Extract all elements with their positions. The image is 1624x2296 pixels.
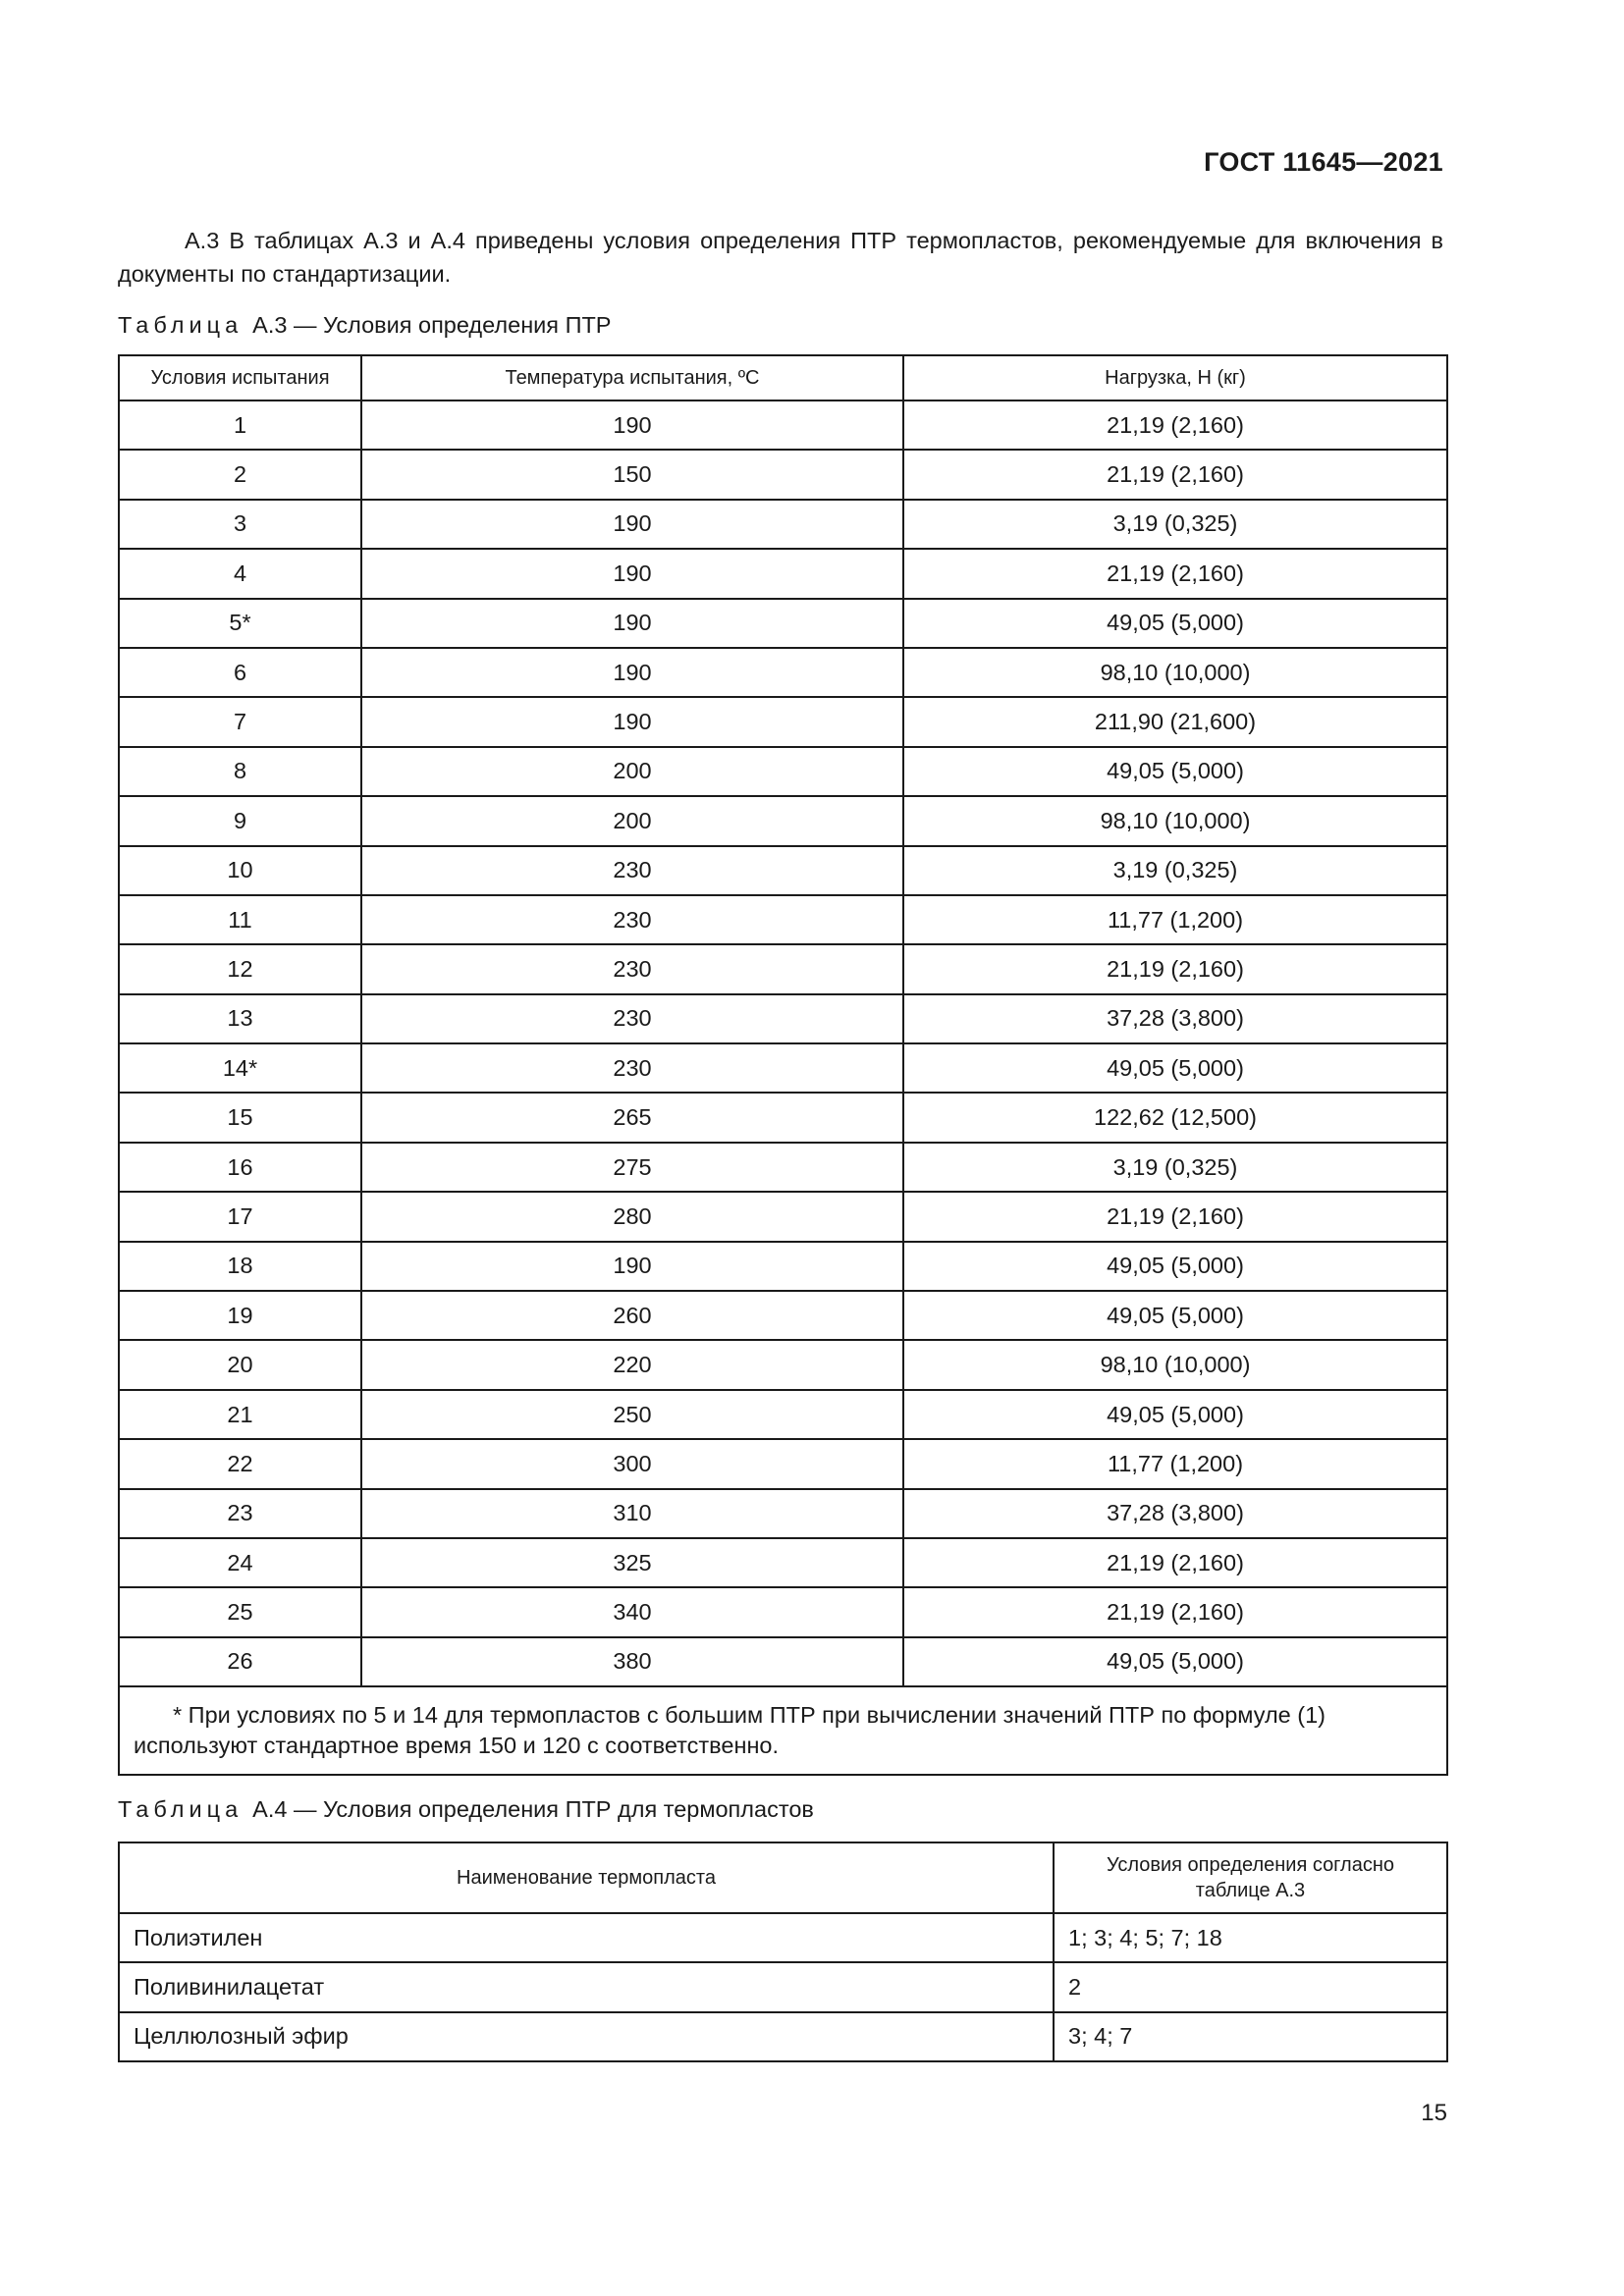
table-row xyxy=(119,1242,1447,1291)
table-row xyxy=(119,400,1447,450)
cell-load: 211,90 (21,600) xyxy=(903,697,1447,746)
table-row xyxy=(119,648,1447,697)
cell-load: 21,19 (2,160) xyxy=(903,1587,1447,1636)
table-a4-caption xyxy=(118,1796,814,1823)
cell-condition-number: 21 xyxy=(119,1390,361,1439)
table-row xyxy=(119,1390,1447,1439)
cell-temperature: 230 xyxy=(361,1043,903,1093)
cell-condition-number: 5* xyxy=(119,599,361,648)
cell-condition-number: 1 xyxy=(119,400,361,450)
cell-load: 21,19 (2,160) xyxy=(903,1192,1447,1241)
table-row xyxy=(119,697,1447,746)
cell-load: 49,05 (5,000) xyxy=(903,747,1447,796)
cell-temperature: 300 xyxy=(361,1439,903,1488)
cell-condition-number: 26 xyxy=(119,1637,361,1686)
cell-temperature: 230 xyxy=(361,895,903,944)
table-row xyxy=(119,450,1447,499)
table-row xyxy=(119,1538,1447,1587)
cell-load: 21,19 (2,160) xyxy=(903,944,1447,993)
table-a3-caption-word: Таблица xyxy=(118,312,244,338)
cell-condition-number: 11 xyxy=(119,895,361,944)
cell-conditions-ref: 1; 3; 4; 5; 7; 18 xyxy=(1054,1913,1447,1962)
cell-temperature: 200 xyxy=(361,796,903,845)
cell-load: 49,05 (5,000) xyxy=(903,1390,1447,1439)
cell-condition-number: 25 xyxy=(119,1587,361,1636)
cell-condition-number: 13 xyxy=(119,994,361,1043)
table-row xyxy=(119,747,1447,796)
page-number: 15 xyxy=(1421,2100,1447,2126)
table-row xyxy=(119,549,1447,598)
table-a4-body xyxy=(119,1913,1447,2061)
cell-load: 37,28 (3,800) xyxy=(903,994,1447,1043)
cell-condition-number: 2 xyxy=(119,450,361,499)
cell-condition-number: 7 xyxy=(119,697,361,746)
cell-temperature: 190 xyxy=(361,500,903,549)
cell-load: 3,19 (0,325) xyxy=(903,846,1447,895)
cell-condition-number: 15 xyxy=(119,1093,361,1142)
cell-temperature: 190 xyxy=(361,648,903,697)
cell-condition-number: 3 xyxy=(119,500,361,549)
cell-condition-number: 6 xyxy=(119,648,361,697)
table-a3-header-load: Нагрузка, Н (кг) xyxy=(903,355,1447,400)
intro-paragraph: А.3 В таблицах А.3 и А.4 приведены условия определения ПТР термопластов, рекомендуемые для включения в документы по стандартизации. xyxy=(118,228,1443,287)
cell-condition-number: 17 xyxy=(119,1192,361,1241)
cell-load: 11,77 (1,200) xyxy=(903,1439,1447,1488)
table-a4-caption-word: Таблица xyxy=(118,1796,244,1822)
table-a3-footnote xyxy=(119,1686,1447,1775)
cell-temperature: 190 xyxy=(361,1242,903,1291)
cell-temperature: 310 xyxy=(361,1489,903,1538)
cell-condition-number: 23 xyxy=(119,1489,361,1538)
table-a3-caption-text: А.3 — Условия определения ПТР xyxy=(252,312,612,338)
table-row xyxy=(119,796,1447,845)
document-id: ГОСТ 11645—2021 xyxy=(1204,147,1443,177)
cell-load: 21,19 (2,160) xyxy=(903,549,1447,598)
cell-temperature: 260 xyxy=(361,1291,903,1340)
cell-load: 21,19 (2,160) xyxy=(903,1538,1447,1587)
cell-load: 49,05 (5,000) xyxy=(903,599,1447,648)
cell-temperature: 190 xyxy=(361,549,903,598)
cell-load: 21,19 (2,160) xyxy=(903,400,1447,450)
cell-condition-number: 12 xyxy=(119,944,361,993)
table-a4-header-row xyxy=(119,1842,1447,1913)
table-row xyxy=(119,1637,1447,1686)
cell-thermoplastic-name: Поливинилацетат xyxy=(119,1962,1054,2011)
cell-temperature: 190 xyxy=(361,697,903,746)
cell-condition-number: 8 xyxy=(119,747,361,796)
table-row xyxy=(119,599,1447,648)
cell-load: 3,19 (0,325) xyxy=(903,500,1447,549)
table-a3-footnote-row xyxy=(119,1686,1447,1775)
cell-condition-number: 18 xyxy=(119,1242,361,1291)
table-a3 xyxy=(118,354,1448,1776)
table-row xyxy=(119,846,1447,895)
cell-temperature: 150 xyxy=(361,450,903,499)
table-a3-body xyxy=(119,400,1447,1686)
table-row xyxy=(119,1143,1447,1192)
cell-thermoplastic-name: Целлюлозный эфир xyxy=(119,2012,1054,2061)
cell-temperature: 190 xyxy=(361,599,903,648)
table-row xyxy=(119,944,1447,993)
table-row xyxy=(119,1587,1447,1636)
table-row xyxy=(119,895,1447,944)
cell-condition-number: 19 xyxy=(119,1291,361,1340)
cell-temperature: 340 xyxy=(361,1587,903,1636)
cell-conditions-ref: 2 xyxy=(1054,1962,1447,2011)
table-row xyxy=(119,1489,1447,1538)
cell-load: 3,19 (0,325) xyxy=(903,1143,1447,1192)
table-a4-header-conditions: Условия определения согласно таблице А.3 xyxy=(1054,1842,1447,1913)
cell-load: 122,62 (12,500) xyxy=(903,1093,1447,1142)
table-a3-header-conditions: Условия испытания xyxy=(119,355,361,400)
table-a3-footnote-text: * При условиях по 5 и 14 для термопластов с большим ПТР при вычислении значений ПТР по формуле (1) используют стандартное время 150 и 120 с соответственно. xyxy=(134,1702,1326,1759)
table-a3-caption xyxy=(118,312,612,339)
cell-condition-number: 24 xyxy=(119,1538,361,1587)
cell-load: 49,05 (5,000) xyxy=(903,1043,1447,1093)
cell-condition-number: 22 xyxy=(119,1439,361,1488)
table-a4-header-name: Наименование термопласта xyxy=(119,1842,1054,1913)
cell-temperature: 230 xyxy=(361,944,903,993)
cell-condition-number: 14* xyxy=(119,1043,361,1093)
cell-condition-number: 4 xyxy=(119,549,361,598)
cell-condition-number: 20 xyxy=(119,1340,361,1389)
cell-thermoplastic-name: Полиэтилен xyxy=(119,1913,1054,1962)
table-row xyxy=(119,1913,1447,1962)
table-row xyxy=(119,1192,1447,1241)
cell-condition-number: 10 xyxy=(119,846,361,895)
table-a3-header-row xyxy=(119,355,1447,400)
cell-load: 98,10 (10,000) xyxy=(903,796,1447,845)
cell-load: 37,28 (3,800) xyxy=(903,1489,1447,1538)
table-row xyxy=(119,2012,1447,2061)
table-row xyxy=(119,500,1447,549)
cell-temperature: 280 xyxy=(361,1192,903,1241)
table-row xyxy=(119,1962,1447,2011)
cell-temperature: 325 xyxy=(361,1538,903,1587)
cell-load: 49,05 (5,000) xyxy=(903,1242,1447,1291)
cell-temperature: 250 xyxy=(361,1390,903,1439)
cell-temperature: 220 xyxy=(361,1340,903,1389)
table-a4 xyxy=(118,1842,1448,2062)
cell-condition-number: 16 xyxy=(119,1143,361,1192)
cell-temperature: 380 xyxy=(361,1637,903,1686)
cell-load: 11,77 (1,200) xyxy=(903,895,1447,944)
table-a3-header-temperature: Температура испытания, ºС xyxy=(361,355,903,400)
cell-temperature: 230 xyxy=(361,846,903,895)
table-row xyxy=(119,994,1447,1043)
cell-load: 98,10 (10,000) xyxy=(903,648,1447,697)
cell-condition-number: 9 xyxy=(119,796,361,845)
table-row xyxy=(119,1093,1447,1142)
cell-conditions-ref: 3; 4; 7 xyxy=(1054,2012,1447,2061)
cell-temperature: 275 xyxy=(361,1143,903,1192)
cell-temperature: 200 xyxy=(361,747,903,796)
table-row xyxy=(119,1340,1447,1389)
cell-load: 49,05 (5,000) xyxy=(903,1291,1447,1340)
table-row xyxy=(119,1291,1447,1340)
table-a4-caption-text: А.4 — Условия определения ПТР для термопластов xyxy=(252,1796,814,1822)
table-row xyxy=(119,1043,1447,1093)
cell-load: 49,05 (5,000) xyxy=(903,1637,1447,1686)
cell-temperature: 190 xyxy=(361,400,903,450)
cell-load: 98,10 (10,000) xyxy=(903,1340,1447,1389)
cell-temperature: 230 xyxy=(361,994,903,1043)
cell-temperature: 265 xyxy=(361,1093,903,1142)
table-row xyxy=(119,1439,1447,1488)
cell-load: 21,19 (2,160) xyxy=(903,450,1447,499)
